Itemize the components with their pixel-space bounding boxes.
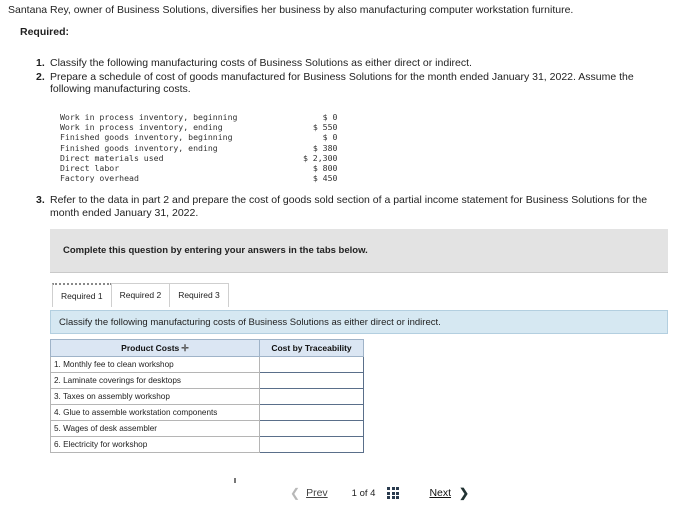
requirement-tabs <box>52 283 228 307</box>
cost-item: 6. Electricity for workshop <box>51 437 260 453</box>
cost-label: Finished goods inventory, beginning <box>60 132 233 143</box>
requirement-3 <box>36 194 676 219</box>
chevron-right-icon: ❯ <box>459 486 470 500</box>
cost-row <box>60 112 337 122</box>
traceability-answer-cell[interactable] <box>260 437 364 453</box>
column-header-product-costs <box>51 340 260 357</box>
traceability-answer-cell[interactable] <box>260 389 364 405</box>
instructions-banner <box>50 229 668 273</box>
table-header-row <box>51 340 364 357</box>
tab-instruction-bar <box>50 310 668 334</box>
step-number: 1. <box>36 57 45 69</box>
cursor-icon: ✛ <box>181 342 189 353</box>
cost-item: 4. Glue to assemble workstation components <box>51 405 260 421</box>
cost-item: 2. Laminate coverings for desktops <box>51 373 260 389</box>
cost-row <box>60 122 337 132</box>
step-number: 2. <box>36 70 45 83</box>
cost-value: $ 380 <box>312 142 338 153</box>
cost-item: 1. Monthly fee to clean workshop <box>51 357 260 373</box>
cost-label: Work in process inventory, beginning <box>60 112 238 122</box>
tab-required-3[interactable]: Required 3 <box>169 283 229 307</box>
problem-intro: Santana Rey, owner of Business Solutions, diversifies her business by also manufacturing computer workstation furniture. <box>8 4 574 16</box>
step-text: Refer to the data in part 2 and prepare the cost of goods sold section of a partial income statement for Business Solutions for the month ended January 31, 2022. <box>50 194 648 219</box>
cost-value: $ 2,300 <box>302 152 338 163</box>
chevron-left-icon: ❮ <box>290 486 301 500</box>
prev-button[interactable] <box>290 486 328 500</box>
text-cursor-mark <box>234 478 236 483</box>
cost-value: $ 0 <box>322 112 338 122</box>
cost-value: $ 800 <box>312 163 338 174</box>
classification-table <box>50 339 364 453</box>
table-row <box>51 373 364 389</box>
prev-label: Prev <box>306 487 328 499</box>
table-row <box>51 405 364 421</box>
cost-row <box>60 153 337 163</box>
step-number: 3. <box>36 194 45 206</box>
tab-instruction: Classify the following manufacturing costs of Business Solutions as either direct or indirect. <box>59 317 441 328</box>
requirement-2 <box>36 71 666 96</box>
header-label: Product Costs <box>121 342 180 353</box>
requirements-list <box>36 57 666 97</box>
cost-value: $ 0 <box>322 132 338 143</box>
cost-label: Finished goods inventory, ending <box>60 142 218 153</box>
step-text: Classify the following manufacturing costs of Business Solutions as either direct or indirect. <box>50 57 472 69</box>
cost-label: Direct labor <box>60 163 120 174</box>
cost-label: Factory overhead <box>60 173 139 184</box>
cost-label: Work in process inventory, ending <box>60 122 223 133</box>
page-indicator: 1 of 4 <box>351 487 376 499</box>
next-label: Next <box>429 487 452 499</box>
traceability-answer-cell[interactable] <box>260 357 364 373</box>
cost-item: 3. Taxes on assembly workshop <box>51 389 260 405</box>
table-row <box>51 421 364 437</box>
next-button[interactable] <box>429 486 469 500</box>
step-text: Prepare a schedule of cost of goods manufactured for Business Solutions for the month ended January 31, 2022. Assume the following manufacturing costs. <box>50 70 634 95</box>
grid-icon[interactable] <box>387 487 399 499</box>
tab-required-2[interactable]: Required 2 <box>111 283 171 307</box>
cost-row <box>60 173 337 183</box>
cost-row <box>60 143 337 153</box>
traceability-answer-cell[interactable] <box>260 373 364 389</box>
manufacturing-costs-table <box>60 112 337 183</box>
column-header-cost-by-traceability: Cost by Traceability <box>260 340 364 357</box>
cost-row <box>60 132 337 142</box>
question-pager <box>290 486 469 500</box>
cost-label: Direct materials used <box>60 152 164 163</box>
traceability-answer-cell[interactable] <box>260 421 364 437</box>
table-row <box>51 389 364 405</box>
cost-item: 5. Wages of desk assembler <box>51 421 260 437</box>
required-heading: Required: <box>20 26 70 38</box>
table-row <box>51 437 364 453</box>
table-row <box>51 357 364 373</box>
requirement-1 <box>36 57 666 70</box>
cost-value: $ 550 <box>312 122 338 133</box>
tab-required-1[interactable]: Required 1 <box>52 283 112 307</box>
cost-value: $ 450 <box>312 173 338 184</box>
cost-row <box>60 163 337 173</box>
banner-text: Complete this question by entering your answers in the tabs below. <box>63 245 368 256</box>
traceability-answer-cell[interactable] <box>260 405 364 421</box>
